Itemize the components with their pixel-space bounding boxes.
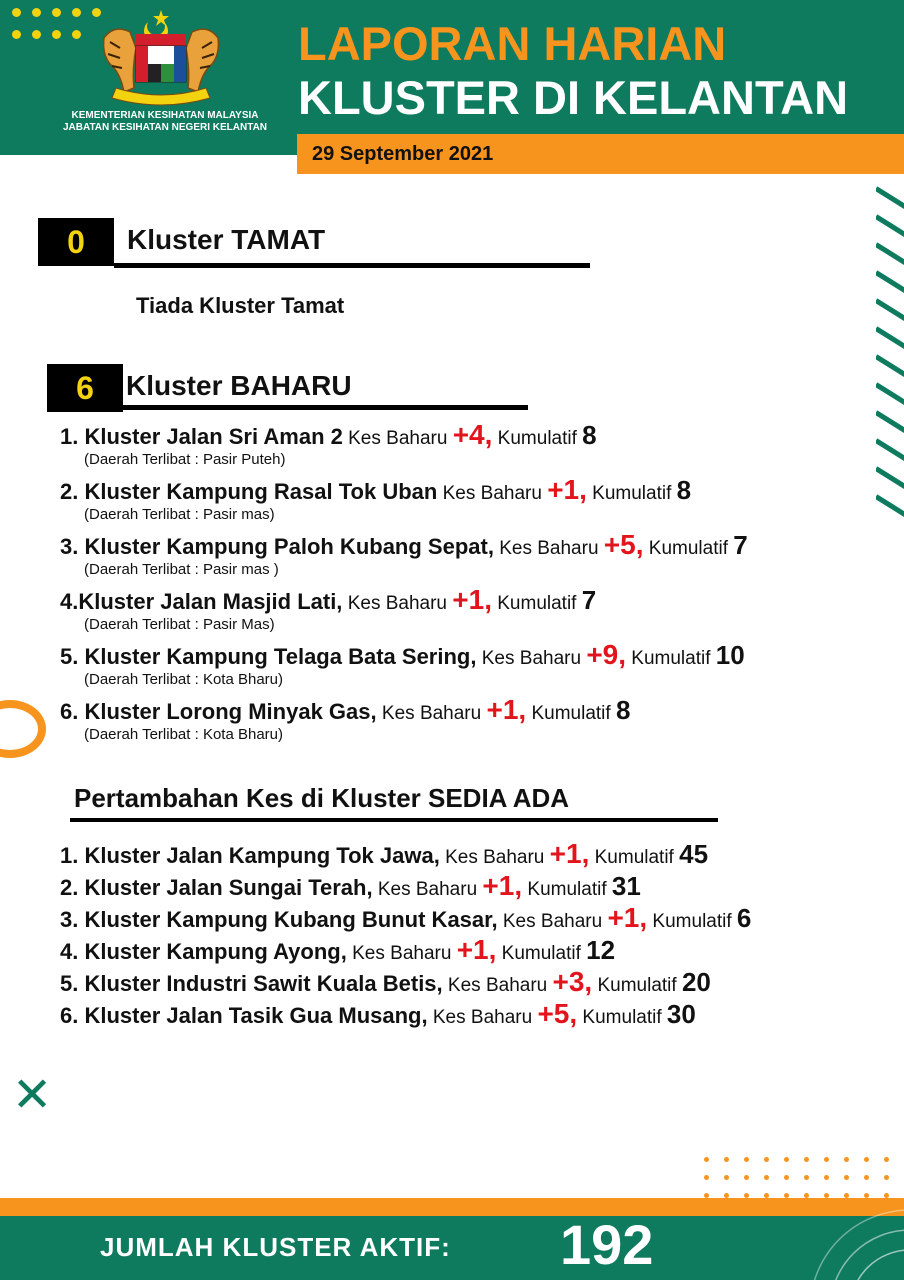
district-note: (Daerah Terlibat : Pasir Mas)	[84, 616, 275, 633]
existing-cluster-item	[60, 870, 641, 902]
new-cluster-item	[60, 474, 691, 506]
cumulative-value: 31	[611, 871, 641, 901]
new-cases-value: +4,	[452, 419, 493, 450]
cumulative-value: 8	[676, 475, 692, 505]
page-title-line-1: LAPORAN HARIAN	[298, 17, 727, 70]
active-clusters-total: 192	[560, 1213, 654, 1276]
cumulative-label: Kumulatif	[577, 1007, 667, 1028]
cumulative-value: 6	[736, 903, 752, 933]
new-cases-label: Kes Baharu	[342, 428, 453, 449]
cumulative-value: 7	[581, 585, 597, 615]
cluster-name: 4. Kluster Kampung Ayong,	[60, 939, 347, 964]
cluster-name: 5. Kluster Industri Sawit Kuala Betis,	[60, 971, 443, 996]
new-cases-value: +1,	[482, 870, 523, 901]
new-count-badge: 6	[47, 364, 123, 412]
cumulative-value: 8	[615, 695, 631, 725]
cumulative-value: 8	[582, 420, 597, 450]
cluster-name: 1. Kluster Jalan Sri Aman 2	[60, 424, 343, 449]
cumulative-label: Kumulatif	[592, 975, 682, 996]
new-cases-value: +1,	[486, 694, 527, 725]
cumulative-value: 30	[666, 999, 696, 1029]
new-cases-value: +1,	[452, 584, 492, 615]
cumulative-label: Kumulatif	[589, 847, 680, 868]
new-cases-label: Kes Baharu	[427, 1007, 538, 1028]
cluster-name: 5. Kluster Kampung Telaga Bata Sering,	[60, 644, 477, 669]
district-note: (Daerah Terlibat : Kota Bharu)	[84, 726, 283, 743]
close-x-icon: ✕	[12, 1069, 53, 1122]
malaysia-coat-of-arms-icon	[96, 8, 226, 108]
page-title-line-2: KLUSTER DI KELANTAN	[298, 71, 849, 124]
new-cases-value: +1,	[607, 902, 648, 933]
cluster-name: 1. Kluster Jalan Kampung Tok Jawa,	[60, 843, 440, 868]
ministry-name	[50, 110, 280, 134]
ended-section-underline	[114, 263, 590, 268]
cumulative-label: Kumulatif	[526, 703, 616, 724]
new-cases-label: Kes Baharu	[497, 911, 608, 932]
cumulative-label: Kumulatif	[522, 879, 612, 900]
cluster-name: 3. Kluster Kampung Paloh Kubang Sepat,	[60, 534, 494, 559]
new-cases-label: Kes Baharu	[376, 703, 487, 724]
cluster-name: 4.Kluster Jalan Masjid Lati,	[60, 589, 343, 614]
cumulative-label: Kumulatif	[492, 428, 583, 449]
cumulative-value: 45	[679, 839, 709, 869]
cumulative-value: 7	[733, 530, 748, 560]
existing-cluster-item	[60, 902, 751, 934]
no-ended-note: Tiada Kluster Tamat	[136, 293, 345, 318]
district-note: (Daerah Terlibat : Kota Bharu)	[84, 671, 283, 688]
cluster-name: 3. Kluster Kampung Kubang Bunut Kasar,	[60, 907, 498, 932]
decorative-ring	[0, 700, 46, 758]
new-cases-value: +1,	[547, 474, 587, 505]
district-note: (Daerah Terlibat : Pasir Puteh)	[84, 451, 286, 468]
new-section-title: Kluster BAHARU	[126, 370, 352, 401]
ministry-line-1: KEMENTERIAN KESIHATAN MALAYSIA	[71, 110, 259, 121]
new-cases-label: Kes Baharu	[476, 648, 587, 669]
existing-cluster-item	[60, 998, 696, 1030]
ended-count-badge: 0	[38, 218, 114, 266]
active-clusters-label: JUMLAH KLUSTER AKTIF:	[100, 1232, 451, 1262]
report-date: 29 September 2021	[312, 143, 494, 165]
existing-section-title: Pertambahan Kes di Kluster SEDIA ADA	[74, 783, 570, 813]
cumulative-label: Kumulatif	[647, 911, 737, 932]
new-cases-value: +1,	[549, 838, 590, 869]
new-cases-label: Kes Baharu	[372, 879, 483, 900]
cumulative-value: 12	[586, 935, 616, 965]
decorative-dots	[12, 8, 102, 48]
existing-cluster-item	[60, 966, 711, 998]
cumulative-label: Kumulatif	[626, 648, 716, 669]
ministry-line-2: JABATAN KESIHATAN NEGERI KELANTAN	[62, 122, 268, 133]
new-cluster-item	[60, 694, 630, 726]
new-cases-label: Kes Baharu	[342, 593, 453, 614]
ended-section-title: Kluster TAMAT	[127, 224, 326, 255]
district-note: (Daerah Terlibat : Pasir mas )	[84, 561, 279, 578]
new-cluster-item	[60, 584, 596, 616]
new-cases-value: +1,	[456, 934, 497, 965]
new-cases-value: +5,	[603, 529, 644, 560]
cumulative-value: 10	[715, 640, 745, 670]
cluster-name: 2. Kluster Kampung Rasal Tok Uban	[60, 479, 438, 504]
new-cases-label: Kes Baharu	[437, 483, 548, 504]
cumulative-label: Kumulatif	[496, 943, 587, 964]
cluster-name: 2. Kluster Jalan Sungai Terah,	[60, 875, 373, 900]
existing-section-underline	[70, 818, 718, 822]
new-cases-value: +3,	[552, 966, 593, 997]
district-note: (Daerah Terlibat : Pasir mas)	[84, 506, 275, 523]
new-cases-value: +5,	[537, 998, 578, 1029]
cumulative-label: Kumulatif	[586, 483, 677, 504]
new-cluster-item	[60, 529, 748, 561]
existing-cluster-item	[60, 838, 708, 870]
new-cluster-item	[60, 639, 745, 671]
new-cases-label: Kes Baharu	[439, 847, 550, 868]
new-cases-label: Kes Baharu	[493, 538, 604, 559]
cluster-name: 6. Kluster Lorong Minyak Gas,	[60, 699, 377, 724]
new-cases-label: Kes Baharu	[346, 943, 457, 964]
new-cases-value: +9,	[586, 639, 627, 670]
new-section-underline	[113, 405, 528, 410]
new-cluster-item	[60, 419, 597, 451]
cumulative-label: Kumulatif	[491, 593, 582, 614]
cumulative-label: Kumulatif	[643, 538, 734, 559]
cluster-name: 6. Kluster Jalan Tasik Gua Musang,	[60, 1003, 428, 1028]
decorative-arcs	[740, 1190, 904, 1280]
existing-cluster-item	[60, 934, 615, 966]
new-cases-label: Kes Baharu	[442, 975, 553, 996]
decorative-stripes	[876, 186, 904, 526]
cumulative-value: 20	[681, 967, 711, 997]
